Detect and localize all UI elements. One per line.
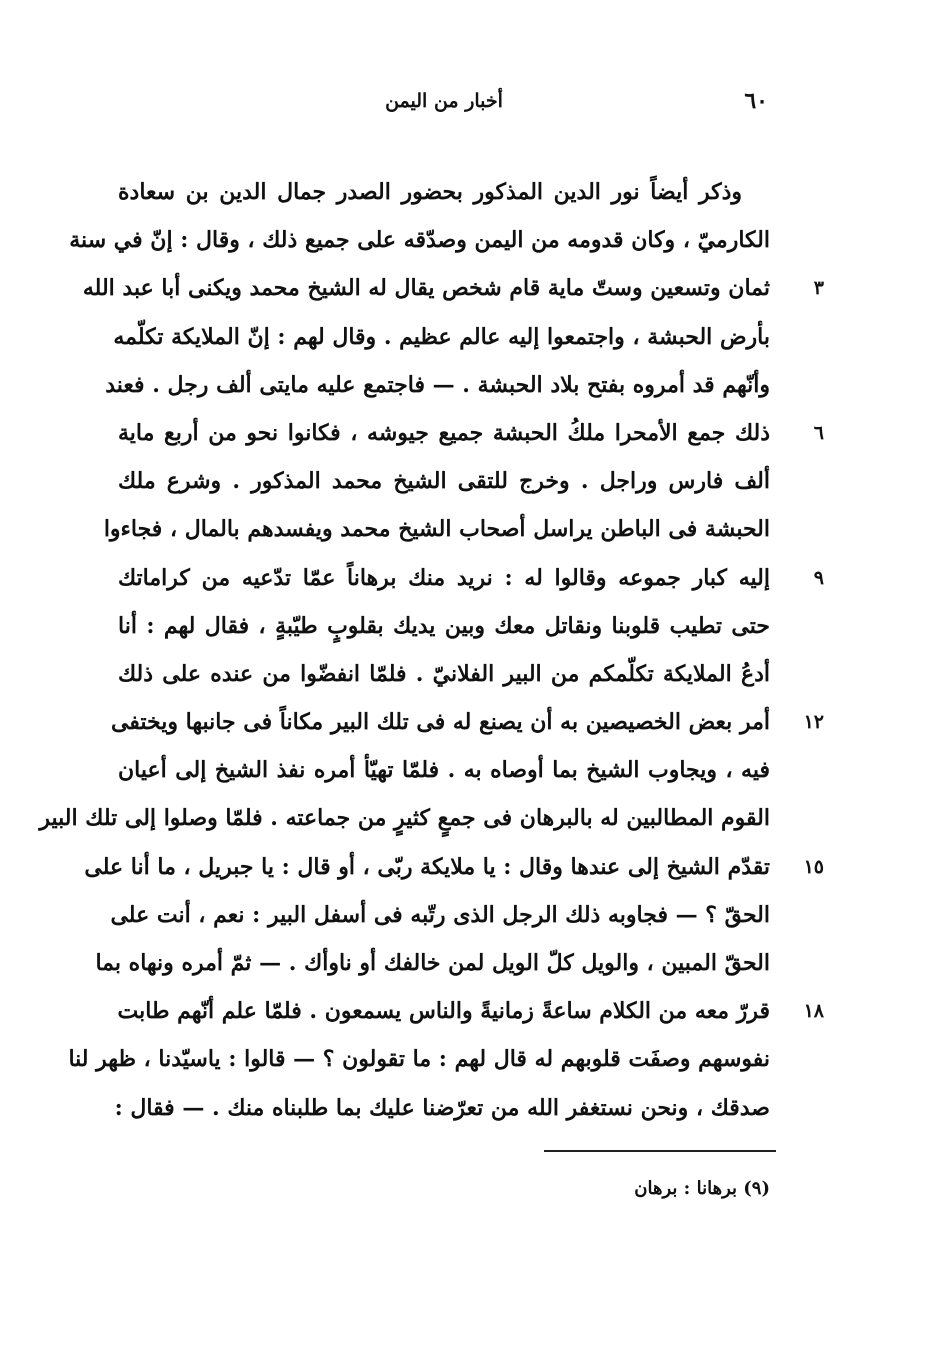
line-text: ذلك جمع الأمحرا ملكُ الحبشة جميع جيوشه ، فكانوا نحو من أربع ماية (118, 419, 770, 446)
line-text: تقدّم الشيخ إلى عندها وقال : يا ملايكة ربّى ، أو قال : يا جبريل ، ما أنا على (84, 853, 770, 880)
line-number: ٣ (813, 277, 824, 300)
text-line (118, 602, 770, 650)
running-title: أخبار من اليمن (385, 90, 503, 112)
line-number: ١٥ (803, 855, 824, 878)
text-line (117, 987, 824, 1035)
footnote-divider (544, 1150, 776, 1152)
text-line (68, 1035, 770, 1083)
line-text: ألف فارس وراجل . وخرج للتقى الشيخ محمد المذكور . وشرع ملك (118, 468, 770, 495)
line-text: وأنّهم قد أمروه بفتح بلاد الحبشة . — فاجتمع عليه مايتى ألف رجل . فعند (105, 371, 770, 398)
text-line (118, 746, 770, 794)
line-text: أمر بعض الخصيصين به أن يصنع له فى تلك البير مكاناً فى جانبها ويختفى (110, 709, 770, 736)
line-text: الحقّ المبين ، والويل كلّ الويل لمن خالفك أو ناوأك . — ثمّ أمره ونهاه بما (95, 950, 770, 976)
line-text: القوم المطالبين له بالبرهان فى جمعٍ كثيرٍ من جماعته . فلمّا وصلوا إلى تلك البير (39, 805, 770, 832)
page-number: ٦٠ (744, 88, 768, 114)
text-line (39, 794, 770, 842)
text-line (82, 264, 824, 312)
footnote: (٩) برهانا : برهان (634, 1178, 770, 1199)
text-line (95, 939, 770, 987)
text-line (103, 505, 770, 553)
text-line (118, 168, 770, 216)
text-line (118, 409, 824, 457)
line-number: ٦ (813, 421, 824, 444)
line-text: ثمان وتسعين وستّ ماية قام شخص يقال له الشيخ محمد ويكنى أبا عبد الله (82, 275, 770, 302)
text-line (114, 1084, 770, 1132)
text-line (113, 313, 770, 361)
line-text: الكارميّ ، وكان قدومه من اليمن وصدّقه على جميع ذلك ، وقال : إنّ في سنة (69, 227, 770, 254)
line-text: الحبشة فى الباطن يراسل أصحاب الشيخ محمد ويفسدهم بالمال ، فجاءوا (103, 516, 770, 543)
text-line (84, 843, 824, 891)
line-text: بأرض الحبشة ، واجتمعوا إليه عالم عظيم . وقال لهم : إنّ الملايكة تكلّمه (113, 323, 770, 350)
text-line (118, 457, 770, 505)
running-head (120, 88, 768, 124)
line-text: فيه ، ويجاوب الشيخ بما أوصاه به . فلمّا تهيّأ أمره نفذ الشيخ إلى أعيان (118, 757, 770, 784)
line-text: حتى تطيب قلوبنا ونقاتل معك وبين يديك بقلوبٍ طيّبةٍ ، فقال لهم : أنا (118, 612, 770, 639)
text-line (110, 891, 770, 939)
line-number: ٩ (813, 566, 824, 589)
line-text: الحقّ ؟ — فجاوبه ذلك الرجل الذى رتّبه فى أسفل البير : نعم ، أنت على (110, 901, 770, 928)
line-text: أدعُ الملايكة تكلّمكم من البير الفلانيّ . فلمّا انفضّوا من عنده على ذلك (118, 660, 770, 687)
text-line (110, 698, 824, 746)
body-text (39, 168, 824, 1132)
line-number: ١٢ (803, 711, 824, 734)
text-line (118, 650, 770, 698)
line-text: وذكر أيضاً نور الدين المذكور بحضور الصدر جمال الدين بن سعادة (118, 179, 742, 205)
text-line (69, 216, 770, 264)
text-line (105, 361, 770, 409)
text-line (118, 554, 824, 602)
line-text: قررّ معه من الكلام ساعةً زمانيةً والناس يسمعون . فلمّا علم أنّهم طابت (117, 998, 770, 1025)
line-text: صدقك ، ونحن نستغفر الله من تعرّضنا عليك بما طلبناه منك . — فقال : (114, 1094, 770, 1121)
line-text: نفوسهم وصفَت قلوبهم له قال لهم : ما تقولون ؟ — قالوا : ياسيّدنا ، ظهر لنا (68, 1046, 770, 1073)
line-number: ١٨ (803, 1000, 824, 1023)
line-text: إليه كبار جموعه وقالوا له : نريد منك برهاناً عمّا تدّعيه من كراماتك (118, 564, 770, 591)
